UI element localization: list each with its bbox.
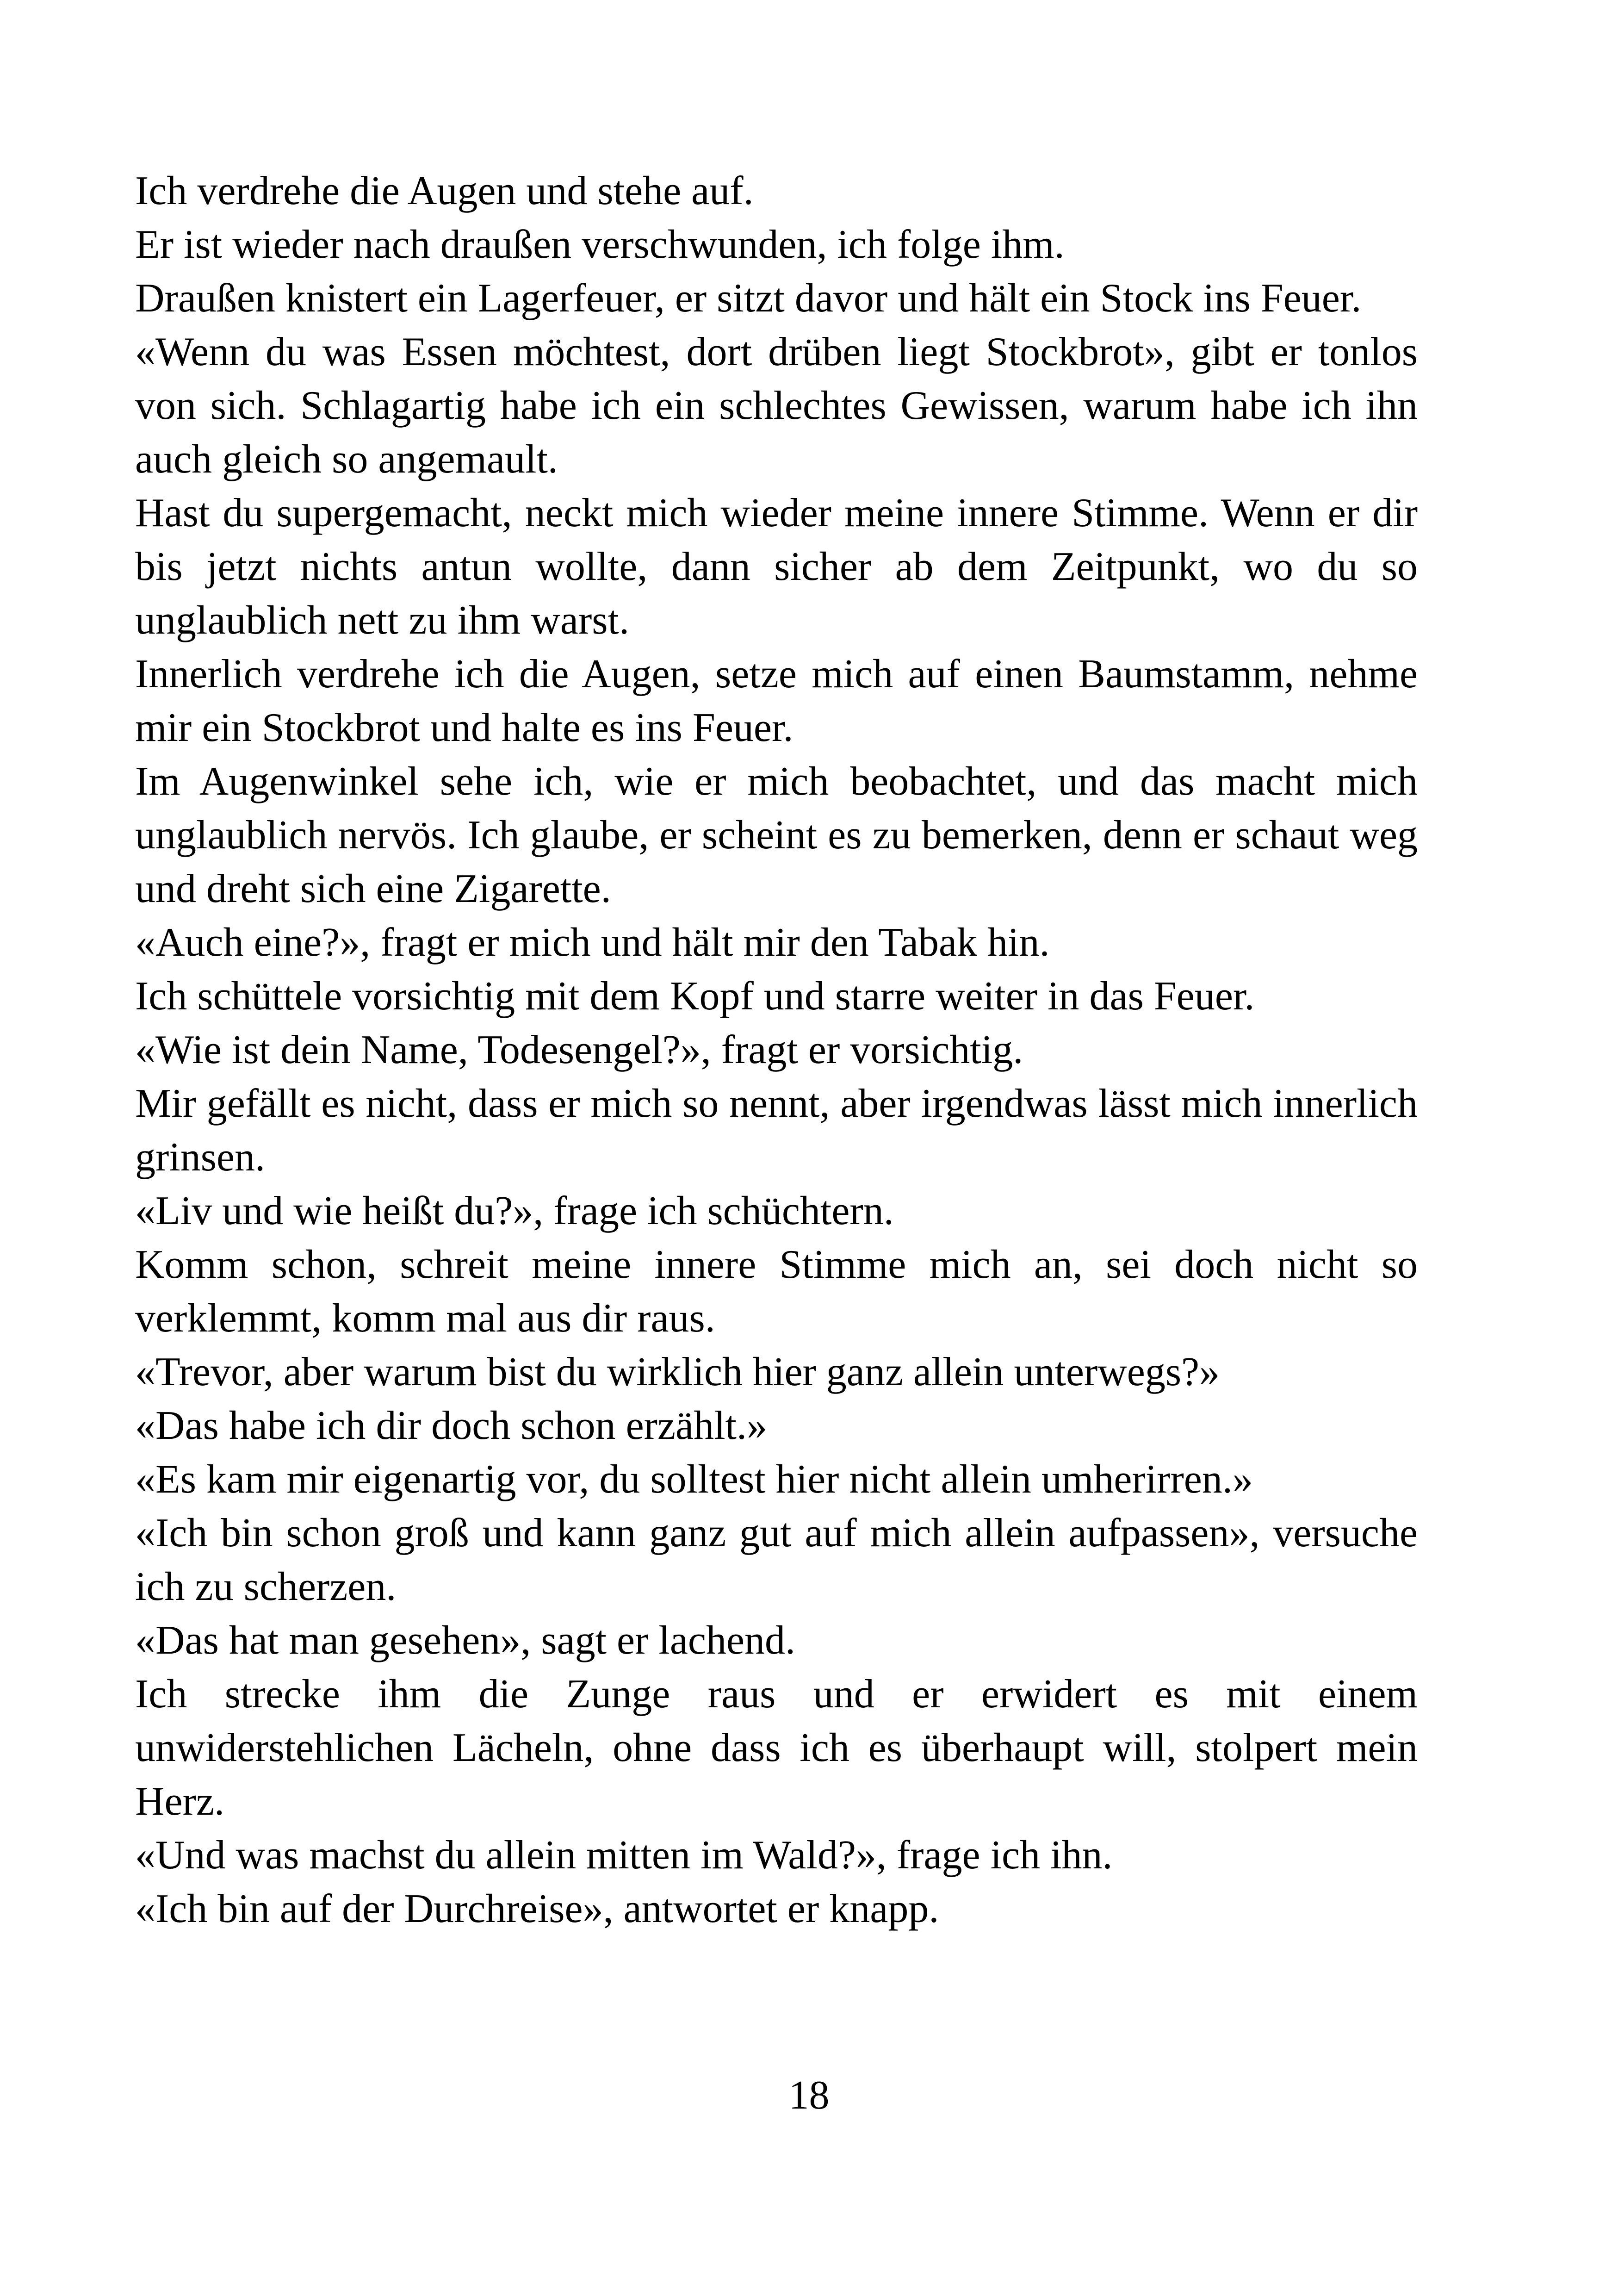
paragraph: Komm schon, schreit meine innere Stimme mich an, sei doch nicht so verklemmt, komm mal aus dir raus. bbox=[135, 1242, 1418, 1341]
paragraph: «Auch eine?», fragt er mich und hält mir den Tabak hin. bbox=[135, 920, 1050, 965]
paragraph: «Ich bin auf der Durchreise», antwortet er knapp. bbox=[135, 1886, 939, 1931]
paragraph: «Wie ist dein Name, Todesengel?», fragt er vorsichtig. bbox=[135, 1027, 1023, 1072]
paragraph: Im Augenwinkel sehe ich, wie er mich beobachtet, und das macht mich unglaublich nervös. Ich glaube, er scheint es zu bemerken, denn er schaut weg und dreht sich eine Zigarette. bbox=[135, 759, 1418, 911]
paragraph: «Liv und wie heißt du?», frage ich schüchtern. bbox=[135, 1188, 894, 1233]
body-text bbox=[135, 164, 1418, 1936]
paragraph: Draußen knistert ein Lagerfeuer, er sitzt davor und hält ein Stock ins Feuer. bbox=[135, 276, 1362, 321]
paragraph: «Wenn du was Essen möchtest, dort drüben liegt Stockbrot», gibt er tonlos von sich. Schlagartig habe ich ein schlechtes Gewissen, warum habe ich ihn auch gleich so angemault. bbox=[135, 330, 1418, 482]
paragraph: «Das hat man gesehen», sagt er lachend. bbox=[135, 1618, 796, 1663]
paragraph: Ich strecke ihm die Zunge raus und er erwidert es mit einem unwiderstehlichen Lächeln, ohne dass ich es überhaupt will, stolpert mein Herz. bbox=[135, 1672, 1418, 1824]
paragraph: «Ich bin schon groß und kann ganz gut auf mich allein aufpassen», versuche ich zu scherzen. bbox=[135, 1511, 1418, 1609]
paragraph: Er ist wieder nach draußen verschwunden, ich folge ihm. bbox=[135, 222, 1065, 267]
paragraph: «Trevor, aber warum bist du wirklich hier ganz allein unterwegs?» bbox=[135, 1350, 1220, 1394]
paragraph: Ich verdrehe die Augen und stehe auf. bbox=[135, 168, 754, 213]
paragraph: Ich schüttele vorsichtig mit dem Kopf und starre weiter in das Feuer. bbox=[135, 974, 1255, 1019]
paragraph: «Es kam mir eigenartig vor, du solltest hier nicht allein umherirren.» bbox=[135, 1457, 1253, 1502]
paragraph: «Das habe ich dir doch schon erzählt.» bbox=[135, 1403, 767, 1448]
paragraph: «Und was machst du allein mitten im Wald?», frage ich ihn. bbox=[135, 1833, 1113, 1878]
paragraph: Innerlich verdrehe ich die Augen, setze mich auf einen Baumstamm, nehme mir ein Stockbrot und halte es ins Feuer. bbox=[135, 652, 1418, 750]
paragraph: Mir gefällt es nicht, dass er mich so nennt, aber irgendwas lässt mich innerlich grinsen. bbox=[135, 1081, 1418, 1180]
page-number: 18 bbox=[788, 2073, 830, 2118]
paragraph: Hast du supergemacht, neckt mich wieder meine innere Stimme. Wenn er dir bis jetzt nichts antun wollte, dann sicher ab dem Zeitpunkt, wo du so unglaublich nett zu ihm warst. bbox=[135, 491, 1418, 643]
